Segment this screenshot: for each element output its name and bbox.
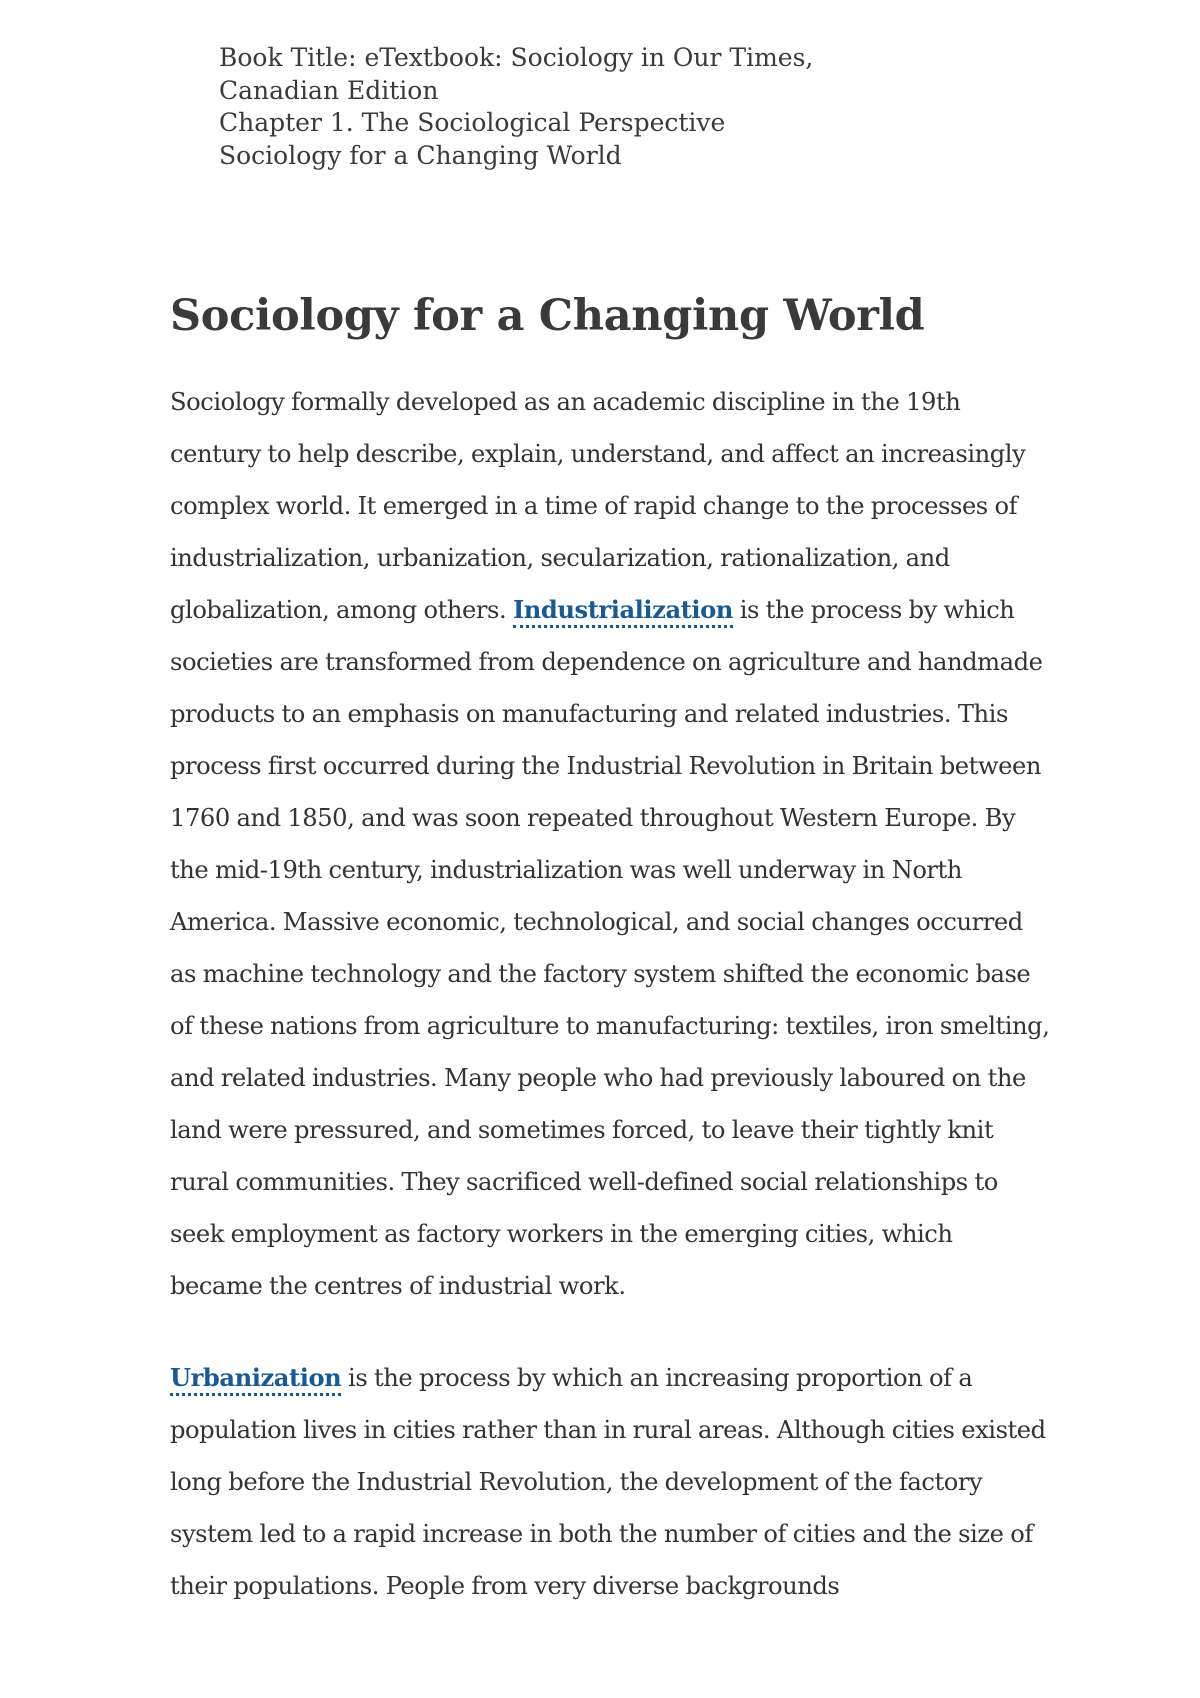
paragraph-text: is the process by which societies are transformed from dependence on agriculture and handmade products to an emphasis on manufacturing and related industries. This process first occurred during the Industrial Revolution in Britain between 1760 and 1850, and was soon repeated throughout Western Europe. By the mid-19th century, industrialization was well underway in North America. Massive economic, technological, and social changes occurred as machine technology and the factory system shifted the economic base of these nations from agriculture to manufacturing: textiles, iron smelting, and related industries. Many people who had previously laboured on the land were pressured, and sometimes forced, to leave their tightly knit rural communities. They sacrificed well-defined social relationships to seek employment as factory workers in the emerging cities, which became the centres of industrial work.	[170, 596, 1050, 1300]
section-title: Sociology for a Changing World	[219, 140, 622, 170]
paragraph-text: is the process by which an increasing proportion of a population lives in cities rather than in rural areas. Although cities existed long before the Industrial Revolution, the development of the factory system led to a rapid increase in both the number of cities and the size of their populations. People from very diverse backgrounds	[170, 1364, 1046, 1600]
paragraph-industrialization	[170, 376, 1050, 1312]
glossary-term-industrialization[interactable]: Industrialization	[513, 595, 733, 628]
article-body	[170, 286, 1050, 1612]
book-title: Book Title: eTextbook: Sociology in Our Times, Canadian Edition	[219, 43, 814, 105]
book-metadata	[219, 42, 939, 172]
chapter-title: Chapter 1. The Sociological Perspective	[219, 108, 726, 137]
paragraph-text: Sociology formally developed as an academic discipline in the 19th century to help describe, explain, understand, and affect an increasingly complex world. It emerged in a time of rapid change to the processes of industrialization, urbanization, secularization, rationalization, and globalization, among others.	[170, 388, 1026, 624]
glossary-term-urbanization[interactable]: Urbanization	[170, 1363, 341, 1396]
paragraph-urbanization	[170, 1352, 1050, 1612]
page-title: Sociology for a Changing World	[170, 291, 925, 341]
